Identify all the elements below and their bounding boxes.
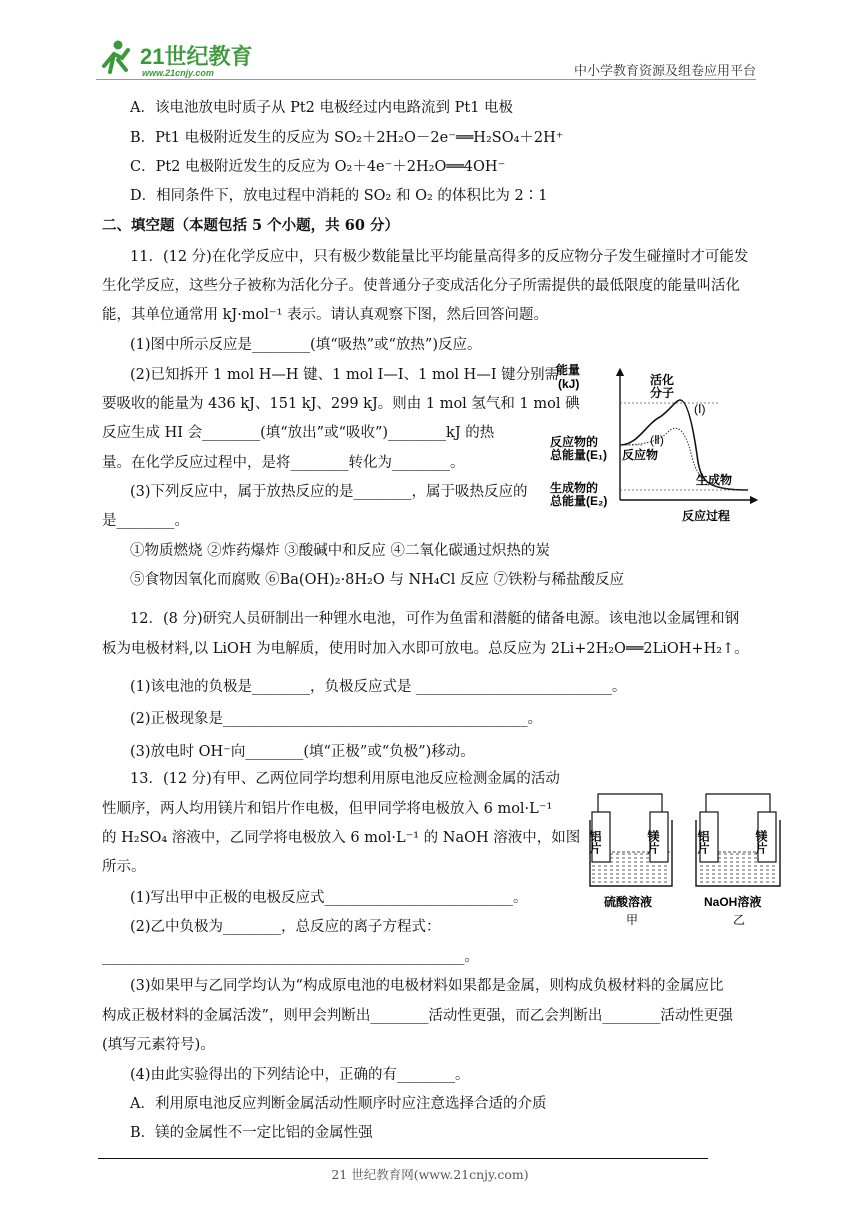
q11-sub-3a: (3)下列反应中，属于放热反应的是________，属于吸热反应的 (130, 484, 528, 500)
q11-options-2: ⑤食物因氧化而腐败 ⑥Ba(OH)₂·8H₂O 与 NH₄Cl 反应 ⑦铁粉与稀盐酸反应 (130, 572, 625, 588)
q11-sub-1: (1)图中所示反应是________(填“吸热”或“放热”)反应。 (130, 337, 482, 353)
q13-sub-2-answer: __________________________________________________。 (102, 949, 479, 965)
activated-label-1: 活化 (650, 373, 675, 387)
product-label: 生成物 (696, 473, 733, 487)
q12-sub-2: (2)正极现象是__________________________________________。 (130, 711, 543, 727)
q13-line-1: 13．(12 分)有甲、乙两位同学均想利用原电池反应检测金属的活动 (130, 771, 560, 787)
q13-sub-2: (2)乙中负极为________，总反应的离子方程式： (130, 919, 441, 935)
logo-url-text: www.21cnjy.com (142, 68, 214, 78)
activated-label-2: 分子 (650, 386, 675, 400)
product-energy-label-2: 总能量(E₂) (550, 494, 608, 508)
cell-left (588, 794, 672, 927)
q13-line-4: 所示。 (102, 859, 146, 875)
right-cell-label: 乙 (733, 913, 746, 927)
right-electrode-2-label: 镁片 (754, 830, 768, 854)
product-energy-label-1: 生成物的 (550, 481, 599, 495)
reactant-energy-label-1: 反应物的 (550, 435, 599, 449)
q13-line-2: 性顺序，两人均用镁片和铝片作电极，但甲同学将电极放入 6 mol·L⁻¹ (102, 801, 553, 817)
q12-sub-1: (1)该电池的负极是________，负极反应式是 ___________________________。 (130, 679, 627, 695)
q11-line-3: 能，其单位通常用 kJ·mol⁻¹ 表示。请认真观察下图，然后回答问题。 (102, 307, 549, 323)
q11-sub-2c: 反应生成 HI 会________(填“放出”或“吸收”)________kJ 的热 (102, 425, 495, 441)
logo-main-text: 21世纪教育 (140, 44, 253, 69)
right-solution-label: NaOH溶液 (704, 895, 762, 909)
option-c: C．Pt2 电极附近发生的反应为 O₂＋4e⁻＋2H₂O══4OH⁻ (130, 159, 506, 175)
y-axis-unit: (kJ) (558, 377, 580, 391)
q11-options-1: ①物质燃烧 ②炸药爆炸 ③酸碱中和反应 ④二氧化碳通过炽热的炭 (130, 543, 550, 559)
q13-sub-1: (1)写出甲中正极的电极反应式__________________________。 (130, 890, 528, 906)
site-logo (96, 36, 256, 80)
q13-sub-3a: (3)如果甲与乙同学均认为“构成原电池的电极材料如果都是金属，则构成负极材料的金属应比 (130, 978, 724, 994)
option-b: B．Pt1 电极附近发生的反应为 SO₂＋2H₂O－2e⁻══H₂SO₄＋2H⁺ (130, 130, 564, 146)
reactant-energy-label-2: 总能量(E₁) (550, 448, 607, 462)
q13-sub-4: (4)由此实验得出的下列结论中，正确的有________。 (130, 1067, 470, 1083)
left-solution-label: 硫酸溶液 (604, 895, 653, 909)
section-heading: 二、填空题（本题包括 5 个小题，共 60 分） (102, 217, 399, 234)
left-electrode-2-label: 镁片 (646, 830, 660, 854)
right-electrode-1-label: 铝片 (696, 830, 710, 854)
reactant-label: 反应物 (622, 448, 659, 462)
q13-option-a: A．利用原电池反应判断金属活动性顺序时应注意选择合适的介质 (130, 1096, 547, 1112)
q11-sub-2b: 要吸收的能量为 436 kJ、151 kJ、299 kJ。则由 1 mol 氢气和 1 mol 碘 (102, 396, 580, 412)
option-a: A．该电池放电时质子从 Pt2 电极经过内电路流到 Pt1 电极 (130, 100, 514, 116)
q11-sub-3b: 是________。 (102, 513, 189, 529)
footer-text: 21 世纪教育网(www.21cnjy.com) (331, 1167, 529, 1182)
curve-II-label: (Ⅱ) (650, 433, 664, 447)
q13-line-3: 的 H₂SO₄ 溶液中，乙同学将电极放入 6 mol·L⁻¹ 的 NaOH 溶液中，如图 (102, 830, 581, 846)
x-axis-label: 反应过程 (682, 509, 731, 523)
left-wire (598, 794, 662, 812)
q11-line-1: 11．(12 分)在化学反应中，只有极少数能量比平均能量高得多的反应物分子发生碰撞时才可能发 (130, 249, 749, 265)
galvanic-cell-diagram (586, 784, 786, 930)
q13-sub-3b: 构成正极材料的金属活泼”，则甲会判断出________活动性更强，而乙会判断出________活动性更强 (102, 1008, 733, 1024)
curve-I-label: (Ⅰ) (694, 402, 706, 416)
q11-sub-2d: 量。在化学反应过程中，是将________转化为________。 (102, 455, 465, 471)
q12-sub-3: (3)放电时 OH⁻向________(填“正极”或“负极”)移动。 (130, 744, 475, 760)
y-axis-label: 能量 (556, 363, 581, 377)
q13-sub-3c: (填写元素符号)。 (102, 1037, 215, 1053)
energy-diagram (548, 362, 760, 524)
left-cell-label: 甲 (626, 913, 639, 927)
q12-line-2: 板为电极材料,以 LiOH 为电解质，使用时加入水即可放电。总反应为 2Li+2H₂O══2LiOH+H₂↑。 (102, 641, 749, 657)
right-wire (706, 794, 770, 812)
q12-line-1: 12．(8 分)研究人员研制出一种锂水电池，可作为鱼雷和潜艇的储备电源。该电池以金属锂和钢 (130, 611, 740, 627)
q11-line-2: 生化学反应，这些分子被称为活化分子。使普通分子变成活化分子所需提供的最低限度的能量叫活化 (102, 278, 740, 294)
cell-right (696, 794, 780, 927)
option-d: D．相同条件下，放电过程中消耗的 SO₂ 和 O₂ 的体积比为 2∶1 (130, 188, 548, 204)
q11-sub-2a: (2)已知拆开 1 mol H—H 键、1 mol I—I、1 mol H—I 键分别需 (130, 367, 560, 383)
left-electrode-1-label: 铝片 (588, 830, 602, 854)
q13-option-b: B．镁的金属性不一定比铝的金属性强 (130, 1125, 373, 1141)
footer-divider (98, 1158, 708, 1159)
logo-runner-head (114, 41, 123, 50)
header-platform-text: 中小学教育资源及组卷应用平台 (573, 64, 756, 79)
header-divider (96, 79, 756, 80)
logo-runner-body (104, 50, 128, 72)
